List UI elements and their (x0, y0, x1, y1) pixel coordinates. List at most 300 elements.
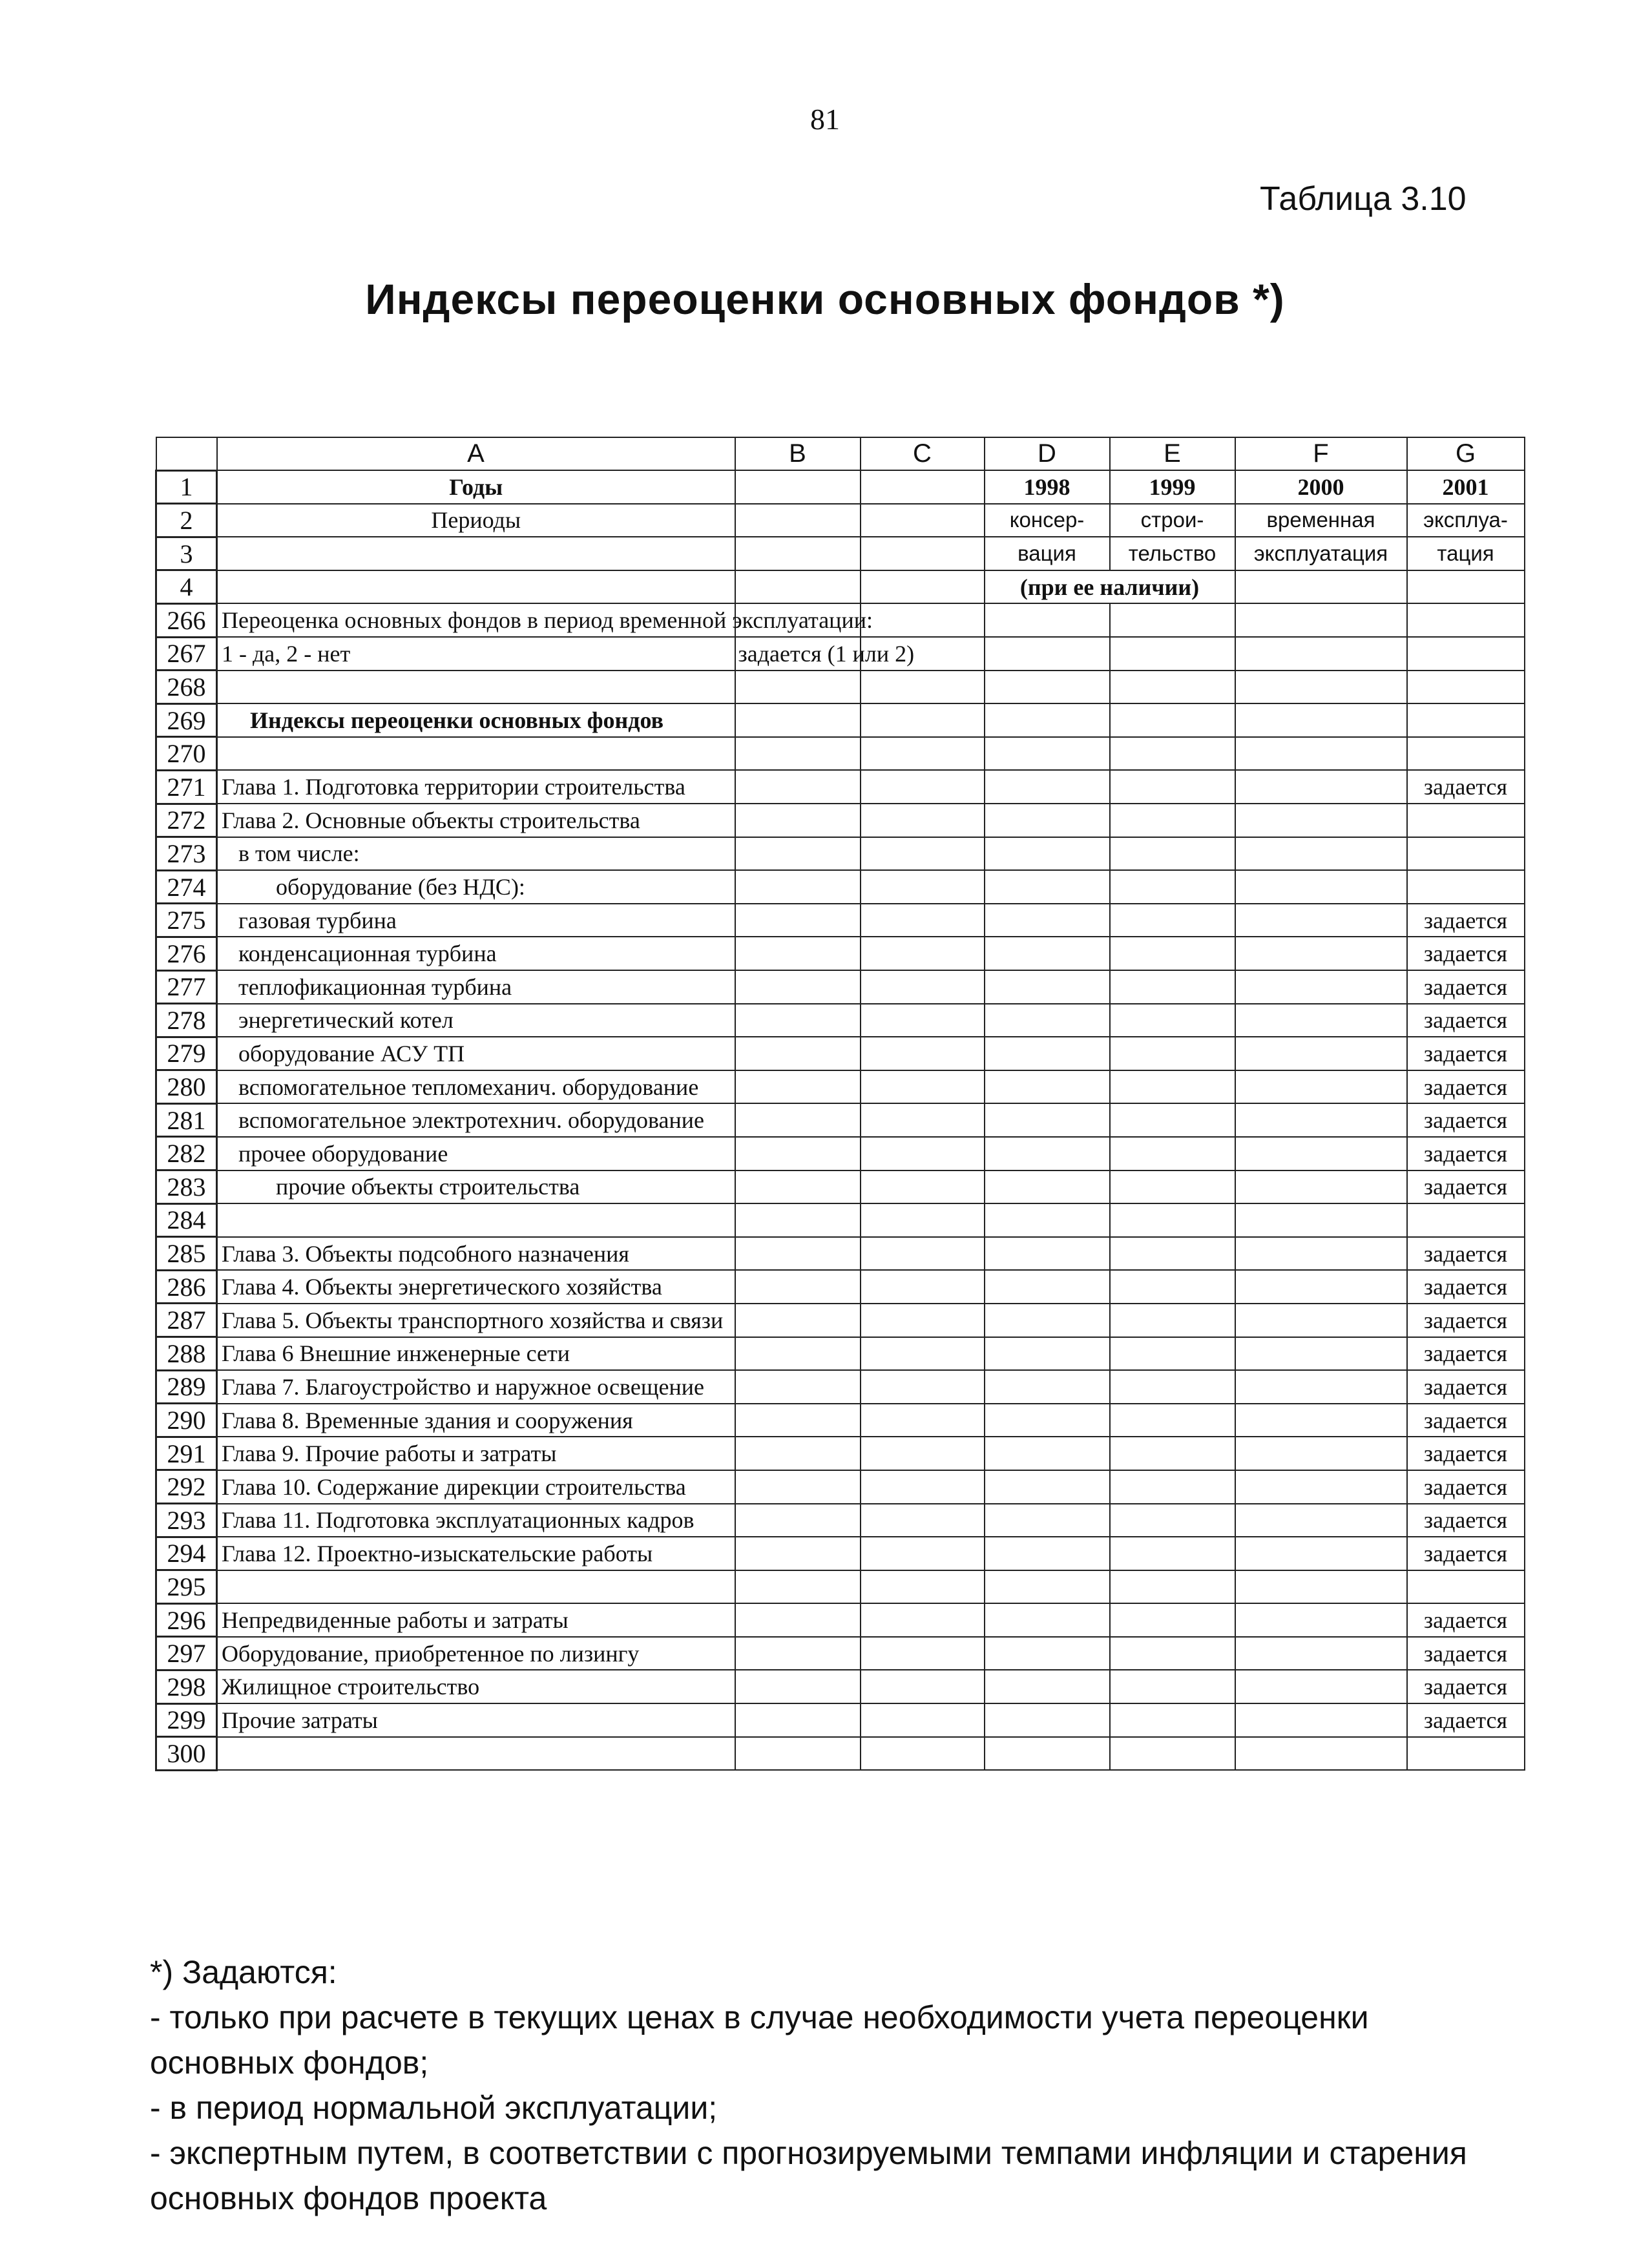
cell-g (1407, 671, 1525, 704)
row-label: Глава 6 Внешние инженерные сети (217, 1337, 735, 1371)
cell-d (985, 837, 1110, 871)
year-1998: 1998 (985, 470, 1110, 504)
cell (861, 570, 985, 604)
row-label: Глава 4. Объекты энергетического хозяйства (217, 1270, 735, 1304)
cell-f (1235, 603, 1407, 637)
cell-g: задается (1407, 1337, 1525, 1371)
table-row (156, 1670, 1525, 1703)
cell-e (1110, 1703, 1235, 1737)
cell-d (985, 870, 1110, 904)
row-number: 299 (156, 1703, 217, 1737)
table-row (156, 1237, 1525, 1271)
cell-b (735, 1504, 861, 1537)
row-label: Оборудование, приобретенное по лизингу (217, 1637, 735, 1670)
row-label: оборудование АСУ ТП (217, 1037, 735, 1070)
row-label: энергетический котел (217, 1004, 735, 1037)
cell-g: задается (1407, 1304, 1525, 1337)
cell-f (1235, 1270, 1407, 1304)
table-row (156, 1103, 1525, 1137)
row-number: 274 (156, 870, 217, 904)
cell-d (985, 603, 1110, 637)
cell-f (1235, 1304, 1407, 1337)
period-d: консер- (985, 504, 1110, 537)
cell-e (1110, 1637, 1235, 1670)
table-row (156, 804, 1525, 837)
cell-b (735, 1337, 861, 1371)
cell-g (1407, 804, 1525, 837)
cell-g (1407, 737, 1525, 771)
cell-f (1235, 671, 1407, 704)
table-row (156, 1504, 1525, 1537)
table-row (156, 1203, 1525, 1237)
footnote-line: основных фондов; (150, 2044, 429, 2081)
table-row (156, 637, 1525, 671)
column-header-d: D (985, 437, 1110, 470)
table-row (156, 1537, 1525, 1570)
cell-b (735, 804, 861, 837)
row-number: 300 (156, 1737, 217, 1771)
row-label: Жилищное строительство (217, 1670, 735, 1703)
page-title: Индексы переоценки основных фондов *) (365, 275, 1285, 323)
cell-e (1110, 1470, 1235, 1504)
row-label: теплофикационная турбина (217, 970, 735, 1004)
footnote-line: - в период нормальной эксплуатации; (150, 2090, 718, 2126)
cell (861, 504, 985, 537)
year-1999: 1999 (1110, 470, 1235, 504)
row-label: Глава 7. Благоустройство и наружное освещение (217, 1370, 735, 1404)
row-number: 3 (156, 537, 217, 570)
row-number: 290 (156, 1404, 217, 1437)
cell-f (1235, 1337, 1407, 1371)
row-number: 293 (156, 1504, 217, 1537)
row-number: 276 (156, 937, 217, 970)
table-row (156, 1470, 1525, 1504)
row-number: 283 (156, 1170, 217, 1204)
cell-b (735, 1703, 861, 1737)
cell-f (1235, 1670, 1407, 1703)
cell-f (1235, 737, 1407, 771)
cell-f (1235, 970, 1407, 1004)
cell-c (861, 837, 985, 871)
row-label: Глава 1. Подготовка территории строительства (217, 770, 735, 804)
column-header-b: B (735, 437, 861, 470)
cell-f (1235, 804, 1407, 837)
cell-g: задается (1407, 937, 1525, 970)
cell-c (861, 804, 985, 837)
table-row (156, 1637, 1525, 1670)
row-number: 288 (156, 1337, 217, 1371)
cell-d (985, 1304, 1110, 1337)
cell-e (1110, 970, 1235, 1004)
cell-g: задается (1407, 1437, 1525, 1470)
cell-c (861, 1137, 985, 1170)
table-row (156, 1703, 1525, 1737)
row-number: 273 (156, 837, 217, 871)
cell-g: задается (1407, 1103, 1525, 1137)
cell-g (1407, 837, 1525, 871)
cell-b (735, 1437, 861, 1470)
cell-c (861, 1404, 985, 1437)
cell-b (735, 970, 861, 1004)
column-header-c: C (861, 437, 985, 470)
cell-e (1110, 1504, 1235, 1537)
year-2001: 2001 (1407, 470, 1525, 504)
cell-d (985, 637, 1110, 671)
cell-b (735, 1470, 861, 1504)
row-label (217, 1570, 735, 1604)
periods-label: Периоды (217, 504, 735, 537)
period-f-cont: эксплуатация (1235, 537, 1407, 570)
row-number: 4 (156, 570, 217, 604)
row-number: 271 (156, 770, 217, 804)
row-label: Индексы переоценки основных фондов (217, 703, 735, 737)
row-number: 268 (156, 671, 217, 704)
row-number: 280 (156, 1070, 217, 1104)
cell-b (735, 1670, 861, 1703)
cell-b (735, 1537, 861, 1570)
cell-c (861, 703, 985, 737)
cell-c (861, 1103, 985, 1137)
cell-c (861, 1304, 985, 1337)
table-row (156, 1437, 1525, 1470)
cell-g (1407, 1737, 1525, 1771)
cell-c (861, 737, 985, 771)
cell-g: задается (1407, 770, 1525, 804)
row-number: 296 (156, 1603, 217, 1637)
row-number: 287 (156, 1304, 217, 1337)
row-number: 270 (156, 737, 217, 771)
table-row (156, 1737, 1525, 1771)
row-number: 289 (156, 1370, 217, 1404)
row-number: 298 (156, 1670, 217, 1703)
cell (735, 504, 861, 537)
cell-e (1110, 1437, 1235, 1470)
cell-e (1110, 1603, 1235, 1637)
cell-f (1235, 637, 1407, 671)
cell (217, 570, 735, 604)
cell-b (735, 1304, 861, 1337)
period-f: временная (1235, 504, 1407, 537)
years-label: Годы (217, 470, 735, 504)
cell (735, 470, 861, 504)
row-number: 286 (156, 1270, 217, 1304)
table-row (156, 904, 1525, 937)
cell-g: задается (1407, 1370, 1525, 1404)
row-number: 281 (156, 1103, 217, 1137)
cell-e (1110, 637, 1235, 671)
cell-f (1235, 937, 1407, 970)
cell-c (861, 870, 985, 904)
table-row (156, 1337, 1525, 1371)
cell-g (1407, 637, 1525, 671)
cell-c (861, 671, 985, 704)
cell-b (735, 937, 861, 970)
cell-e (1110, 1203, 1235, 1237)
row-number: 1 (156, 470, 217, 504)
cell-g: задается (1407, 1470, 1525, 1504)
row-number: 294 (156, 1537, 217, 1570)
cell-g: задается (1407, 1537, 1525, 1570)
page-number: 81 (810, 103, 840, 136)
cell-f (1235, 1370, 1407, 1404)
table-row (156, 870, 1525, 904)
cell-d (985, 904, 1110, 937)
table-row (156, 1170, 1525, 1204)
table-row (156, 504, 1525, 537)
cell-f (1235, 1037, 1407, 1070)
row-label: Глава 8. Временные здания и сооружения (217, 1404, 735, 1437)
row-label (217, 1203, 735, 1237)
when-applicable-note: (при ее наличии) (985, 570, 1235, 604)
row-label: Глава 12. Проектно-изыскательские работы (217, 1537, 735, 1570)
cell-d (985, 1570, 1110, 1604)
row-number: 277 (156, 970, 217, 1004)
row-label (217, 671, 735, 704)
row-label: вспомогательное тепломеханич. оборудование (217, 1070, 735, 1104)
cell-c (861, 1370, 985, 1404)
row-number: 291 (156, 1437, 217, 1470)
cell-c (861, 1504, 985, 1537)
cell-d (985, 703, 1110, 737)
cell (735, 570, 861, 604)
cell (861, 470, 985, 504)
row-label: газовая турбина (217, 904, 735, 937)
table-row (156, 837, 1525, 871)
cell (1235, 570, 1407, 604)
cell-d (985, 970, 1110, 1004)
cell-e (1110, 1404, 1235, 1437)
row-label: Прочие затраты (217, 1703, 735, 1737)
cell-d (985, 937, 1110, 970)
cell-e (1110, 1737, 1235, 1771)
table-row (156, 1570, 1525, 1604)
cell-e (1110, 837, 1235, 871)
column-header-f: F (1235, 437, 1407, 470)
cell-e (1110, 1170, 1235, 1204)
cell-e (1110, 603, 1235, 637)
cell-e (1110, 703, 1235, 737)
cell-c (861, 1537, 985, 1570)
cell-b (735, 1270, 861, 1304)
cell-d (985, 1737, 1110, 1771)
row-number: 278 (156, 1004, 217, 1037)
cell-f (1235, 1603, 1407, 1637)
cell-e (1110, 1237, 1235, 1271)
cell-g (1407, 1570, 1525, 1604)
row-label: прочие объекты строительства (217, 1170, 735, 1204)
column-letter-row (156, 437, 1525, 470)
cell-b (735, 1237, 861, 1271)
cell-f (1235, 1637, 1407, 1670)
cell-f (1235, 870, 1407, 904)
cell-g (1407, 703, 1525, 737)
row-label (217, 1737, 735, 1771)
cell-b (735, 1603, 861, 1637)
cell-c (861, 1637, 985, 1670)
cell-e (1110, 1037, 1235, 1070)
cell-d (985, 737, 1110, 771)
table-row (156, 1370, 1525, 1404)
cell-f (1235, 1703, 1407, 1737)
cell-e (1110, 1137, 1235, 1170)
cell-e (1110, 937, 1235, 970)
cell-b (735, 1203, 861, 1237)
cell-e (1110, 904, 1235, 937)
cell-d (985, 1703, 1110, 1737)
row-label: Глава 3. Объекты подсобного назначения (217, 1237, 735, 1271)
cell-d (985, 1103, 1110, 1137)
cell-c (861, 1170, 985, 1204)
cell-f (1235, 904, 1407, 937)
table-row (156, 770, 1525, 804)
cell-b (735, 1404, 861, 1437)
row-label: Глава 2. Основные объекты строительства (217, 804, 735, 837)
row-label (217, 737, 735, 771)
table-row (156, 1004, 1525, 1037)
cell-g: задается (1407, 970, 1525, 1004)
row-label: Глава 5. Объекты транспортного хозяйства и связи (217, 1304, 735, 1337)
cell-e (1110, 671, 1235, 704)
table-row (156, 1404, 1525, 1437)
cell-b (735, 1170, 861, 1204)
cell-f (1235, 1470, 1407, 1504)
cell-d (985, 1137, 1110, 1170)
column-header-a: A (217, 437, 735, 470)
table-row (156, 970, 1525, 1004)
cell-f (1235, 1404, 1407, 1437)
row-label: Глава 9. Прочие работы и затраты (217, 1437, 735, 1470)
cell-f (1235, 1070, 1407, 1104)
period-e: строи- (1110, 504, 1235, 537)
cell-e (1110, 1270, 1235, 1304)
row-label: Глава 11. Подготовка эксплуатационных кадров (217, 1504, 735, 1537)
cell-d (985, 1170, 1110, 1204)
cell-g: задается (1407, 904, 1525, 937)
cell-g (1407, 603, 1525, 637)
table-row (156, 537, 1525, 570)
cell-d (985, 1237, 1110, 1271)
cell-c (861, 1070, 985, 1104)
cell-c (861, 970, 985, 1004)
cell-d (985, 1203, 1110, 1237)
table-label: Таблица 3.10 (1260, 180, 1467, 218)
cell-c (861, 603, 985, 637)
cell-d (985, 1470, 1110, 1504)
footnote-line: - экспертным путем, в соответствии с прогнозируемыми темпами инфляции и старения (150, 2135, 1467, 2171)
cell-g: задается (1407, 1270, 1525, 1304)
cell-b (735, 1137, 861, 1170)
cell-d (985, 1370, 1110, 1404)
cell-d (985, 1537, 1110, 1570)
cell-d (985, 1037, 1110, 1070)
table-row (156, 671, 1525, 704)
cell-b (735, 1637, 861, 1670)
cell-b (735, 703, 861, 737)
cell-g: задается (1407, 1137, 1525, 1170)
row-label: вспомогательное электротехнич. оборудование (217, 1103, 735, 1137)
row-number: 295 (156, 1570, 217, 1604)
cell-c (861, 1037, 985, 1070)
cell-c (861, 1737, 985, 1771)
row-number: 292 (156, 1470, 217, 1504)
cell-e (1110, 1670, 1235, 1703)
cell-f (1235, 1170, 1407, 1204)
table-row (156, 603, 1525, 637)
cell-b (735, 1370, 861, 1404)
cell-e (1110, 1103, 1235, 1137)
cell-b (735, 737, 861, 771)
cell-e (1110, 1570, 1235, 1604)
table-row (156, 470, 1525, 504)
table-row (156, 1270, 1525, 1304)
cell-b: задается (1 или 2) (735, 637, 861, 671)
cell-g: задается (1407, 1070, 1525, 1104)
row-number: 2 (156, 504, 217, 537)
cell-g (1407, 1203, 1525, 1237)
cell-c (861, 1237, 985, 1271)
cell-f (1235, 1103, 1407, 1137)
footnote-line: - только при расчете в текущих ценах в случае необходимости учета переоценки (150, 1999, 1369, 2035)
period-g-cont: тация (1407, 537, 1525, 570)
cell-d (985, 770, 1110, 804)
cell-g: задается (1407, 1603, 1525, 1637)
period-d-cont: вация (985, 537, 1110, 570)
cell-e (1110, 770, 1235, 804)
cell-c (861, 770, 985, 804)
cell-f (1235, 703, 1407, 737)
cell-e (1110, 1304, 1235, 1337)
cell-g: задается (1407, 1504, 1525, 1537)
cell-e (1110, 1070, 1235, 1104)
cell-e (1110, 1004, 1235, 1037)
cell-b (735, 671, 861, 704)
cell-d (985, 1404, 1110, 1437)
cell-d (985, 1670, 1110, 1703)
cell-e (1110, 804, 1235, 837)
cell-f (1235, 1203, 1407, 1237)
cell-c (861, 1570, 985, 1604)
cell-f (1235, 1537, 1407, 1570)
cell-e (1110, 1337, 1235, 1371)
cell-f (1235, 1737, 1407, 1771)
cell-g: задается (1407, 1637, 1525, 1670)
cell-c (861, 1203, 985, 1237)
cell-e (1110, 1370, 1235, 1404)
cell-d (985, 1504, 1110, 1537)
cell-f (1235, 1437, 1407, 1470)
cell-g: задается (1407, 1703, 1525, 1737)
cell-d (985, 1004, 1110, 1037)
cell-f (1235, 770, 1407, 804)
cell-d (985, 1637, 1110, 1670)
cell-b (735, 1570, 861, 1604)
revaluation-index-table (155, 437, 1525, 1771)
row-label: в том числе: (217, 837, 735, 871)
cell-b (735, 1737, 861, 1771)
year-2000: 2000 (1235, 470, 1407, 504)
row-label: Глава 10. Содержание дирекции строительства (217, 1470, 735, 1504)
cell-g: задается (1407, 1670, 1525, 1703)
row-number: 297 (156, 1637, 217, 1670)
column-header-e: E (1110, 437, 1235, 470)
cell-c (861, 1337, 985, 1371)
cell-g (1407, 870, 1525, 904)
cell (1407, 570, 1525, 604)
cell-d (985, 1437, 1110, 1470)
row-label: 1 - да, 2 - нет (217, 637, 735, 671)
cell-b (735, 1037, 861, 1070)
cell-e (1110, 737, 1235, 771)
